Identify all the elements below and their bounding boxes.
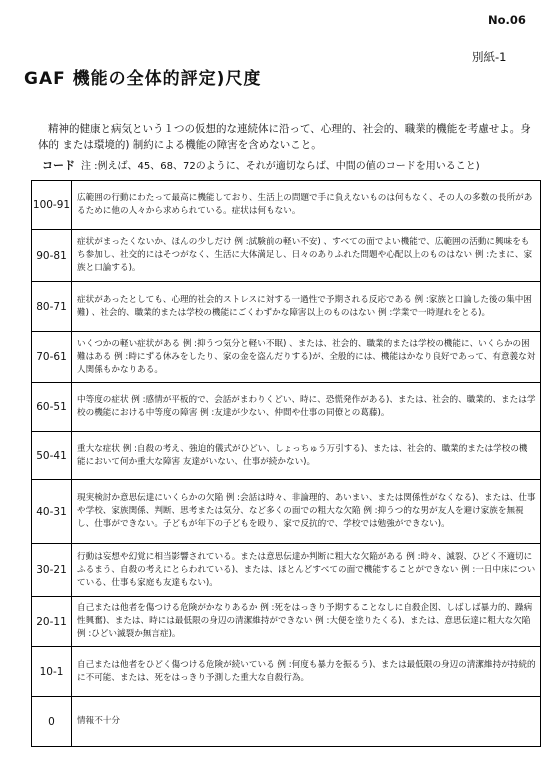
score-range: 70-61 xyxy=(32,332,72,383)
table-row xyxy=(32,432,541,480)
row-description: 自己または他者を傷つける危険がかなりあるか 例 :死をはっきり予期することなしに自殺企図、しばしば暴力的、躁病性興奮)、または、時には最低限の身辺の清潔維持ができない 例 :大便を塗りたくる)、または、意思伝達に粗大な欠陥 例 :ひどい滅裂か無言症)。 xyxy=(72,597,541,647)
score-range: 50-41 xyxy=(32,432,72,480)
row-description: いくつかの軽い症状がある 例 :抑うつ気分と軽い不眠) 、または、社会的、職業的または学校の機能に、いくらかの困難はある 例 :時にずる休みをしたり、家の金を盗んだりする)が、全般的には、機能はかなり良好であって、有意義な対人関係もかなりある。 xyxy=(72,332,541,383)
row-description: 自己または他者をひどく傷つける危険が続いている 例 :何度も暴力を振るう)、または最低限の身辺の清潔維持が持続的に不可能、または、死をはっきり予測した重大な自殺行為。 xyxy=(72,647,541,697)
gaf-scale-table xyxy=(31,180,541,747)
page-title: GAF 機能の全体的評定)尺度 xyxy=(24,69,262,89)
table-row xyxy=(32,697,541,747)
score-range: 100-91 xyxy=(32,181,72,230)
table-row xyxy=(32,181,541,230)
table-row xyxy=(32,544,541,597)
score-range: 80-71 xyxy=(32,282,72,332)
intro-paragraph: 精神的健康と病気という１つの仮想的な連続体に沿って、心理的、社会的、職業的機能を考慮せよ。身体的 または環境的) 制約による機能の障害を含めないこと。 xyxy=(38,123,531,151)
score-range: 20-11 xyxy=(32,597,72,647)
score-range: 0 xyxy=(32,697,72,747)
code-note-text: 注 :例えば、45、68、72のように、それが適切ならば、中間の値のコードを用いること) xyxy=(81,161,480,172)
score-range: 90-81 xyxy=(32,230,72,282)
attachment-label: 別紙-1 xyxy=(472,50,507,64)
score-range: 60-51 xyxy=(32,383,72,432)
row-description: 症状があったとしても、心理的社会的ストレスに対する一過性で予期される反応である 例 :家族と口論した後の集中困難) 、社会的、職業的または学校の機能にごくわずかな障害以上のものはない 例 :学業で一時遅れをとる)。 xyxy=(72,282,541,332)
score-range: 30-21 xyxy=(32,544,72,597)
row-description: 現実検討か意思伝達にいくらかの欠陥 例 :会話は時々、非論理的、あいまい、または関係性がなくなる)、または、仕事や学校、家族関係、判断、思考または気分、など多くの面での粗大な欠陥 例 :抑うつ的な男が友人を避け家族を無視し、仕事ができない。子どもが年下の子どもを殴り、家で反抗的で、学校では勉強ができない)。 xyxy=(72,480,541,544)
table-row xyxy=(32,480,541,544)
row-description: 中等度の症状 例 :感情が平板的で、会話がまわりくどい、時に、恐慌発作がある)、または、社会的、職業的、または学校の機能における中等度の障害 例 :友達が少ない、仲間や仕事の同僚との葛藤)。 xyxy=(72,383,541,432)
table-row xyxy=(32,647,541,697)
table-row xyxy=(32,597,541,647)
document-number: No.06 xyxy=(488,13,526,27)
table-row xyxy=(32,230,541,282)
row-description: 重大な症状 例 :自殺の考え、強迫的儀式がひどい、しょっちゅう万引する)、または、社会的、職業的または学校の機能において何か重大な障害 友達がいない、仕事が続かない)。 xyxy=(72,432,541,480)
score-range: 40-31 xyxy=(32,480,72,544)
row-description: 広範囲の行動にわたって最高に機能しており、生活上の問題で手に負えないものは何もなく、その人の多数の長所があるために他の人々から求められている。症状は何もない。 xyxy=(72,181,541,230)
score-range: 10-1 xyxy=(32,647,72,697)
row-description: 情報不十分 xyxy=(72,697,541,747)
code-note xyxy=(42,157,480,173)
table-row xyxy=(32,383,541,432)
table-row xyxy=(32,282,541,332)
row-description: 症状がまったくないか、ほんの少しだけ 例 :試験前の軽い不安) 、すべての面でよい機能で、広範囲の活動に興味をもち参加し、社交的にはそつがなく、生活に大体満足し、日々のありふれた問題や心配以上のものはない 例 :たまに、家族と口論する)。 xyxy=(72,230,541,282)
table-row xyxy=(32,332,541,383)
code-label: コード xyxy=(42,159,75,172)
row-description: 行動は妄想や幻覚に相当影響されている。または意思伝達か判断に粗大な欠陥がある 例 :時々、滅裂、ひどく不適切にふるまう、自殺の考えにとらわれている)、または、ほとんどすべての面で機能することができない 例 :一日中床についている、仕事も家庭も友達もない)。 xyxy=(72,544,541,597)
